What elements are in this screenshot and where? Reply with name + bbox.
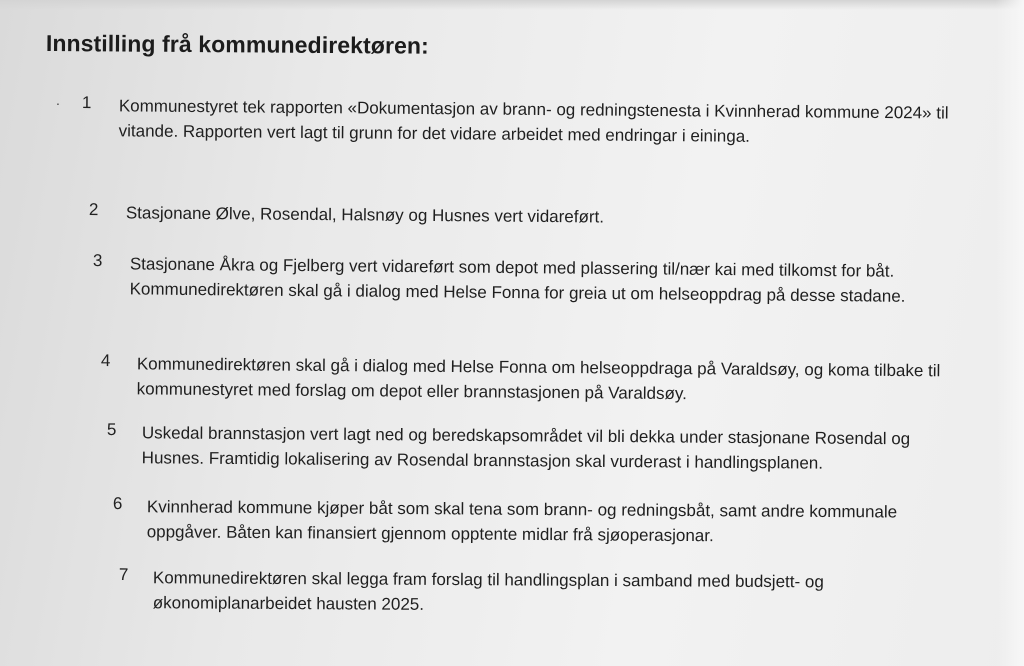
document-title: Innstilling frå kommunedirektøren: [45,30,429,59]
item-text: Stasjonane Ølve, Rosendal, Halsnøy og Husnes vert vidareført. [125,203,605,227]
item-text: Kommunedirektøren skal legga fram forslag til handlingsplan i samband med budsjett- og økonomiplanarbeidet hausten 2025. [152,568,824,614]
list-item [81,93,962,146]
item-text: Stasjonane Åkra og Fjelberg vert vidareført som depot med plassering til/nær kai med tilkomst for båt. Kommunedirektøren skal gå i dialog med Helse Fonna for greia ut om helseoppdrag på desse stadane. [129,254,906,306]
item-number: 6 [112,494,123,514]
item-number: 2 [88,200,99,220]
item-text: Kommunestyret tek rapporten «Dokumentasjon av brann- og redningstenesta i Kvinnherad kommune 2024» til vitande. Rapporten vert lagt til grunn for det vidare arbeidet med endringar i eininga. [118,96,949,146]
item-text: Kvinnherad kommune kjøper båt som skal tena som brann- og redningsbåt, samt andre kommunale oppgåver. Båten kan finansiert gjennom opptente midlar frå sjøoperasjonar. [146,497,898,546]
item-text: Kommunedirektøren skal gå i dialog med Helse Fonna om helseoppdraga på Varaldsøy, og koma tilbake til kommunestyret med forslag om depot eller brannstasjonen på Varaldsøy. [136,354,941,404]
item-number: 1 [81,93,92,113]
list-item [118,565,919,614]
list-item [112,494,973,546]
item-number: 3 [92,251,103,271]
margin-mark: . [56,92,60,108]
item-number: 5 [106,420,117,440]
list-item [88,200,969,227]
item-text: Uskedal brannstasjon vert lagt ned og beredskapsområdet vil bli dekka under stasjonane Rosendal og Husnes. Framtidig lokalisering av Rosendal brannstasjon skal vurderast i handlingsplanen. [141,423,911,473]
item-number: 4 [100,351,111,371]
list-item [106,420,967,473]
item-number: 7 [118,565,129,585]
list-item [100,351,961,404]
list-item [92,251,973,306]
